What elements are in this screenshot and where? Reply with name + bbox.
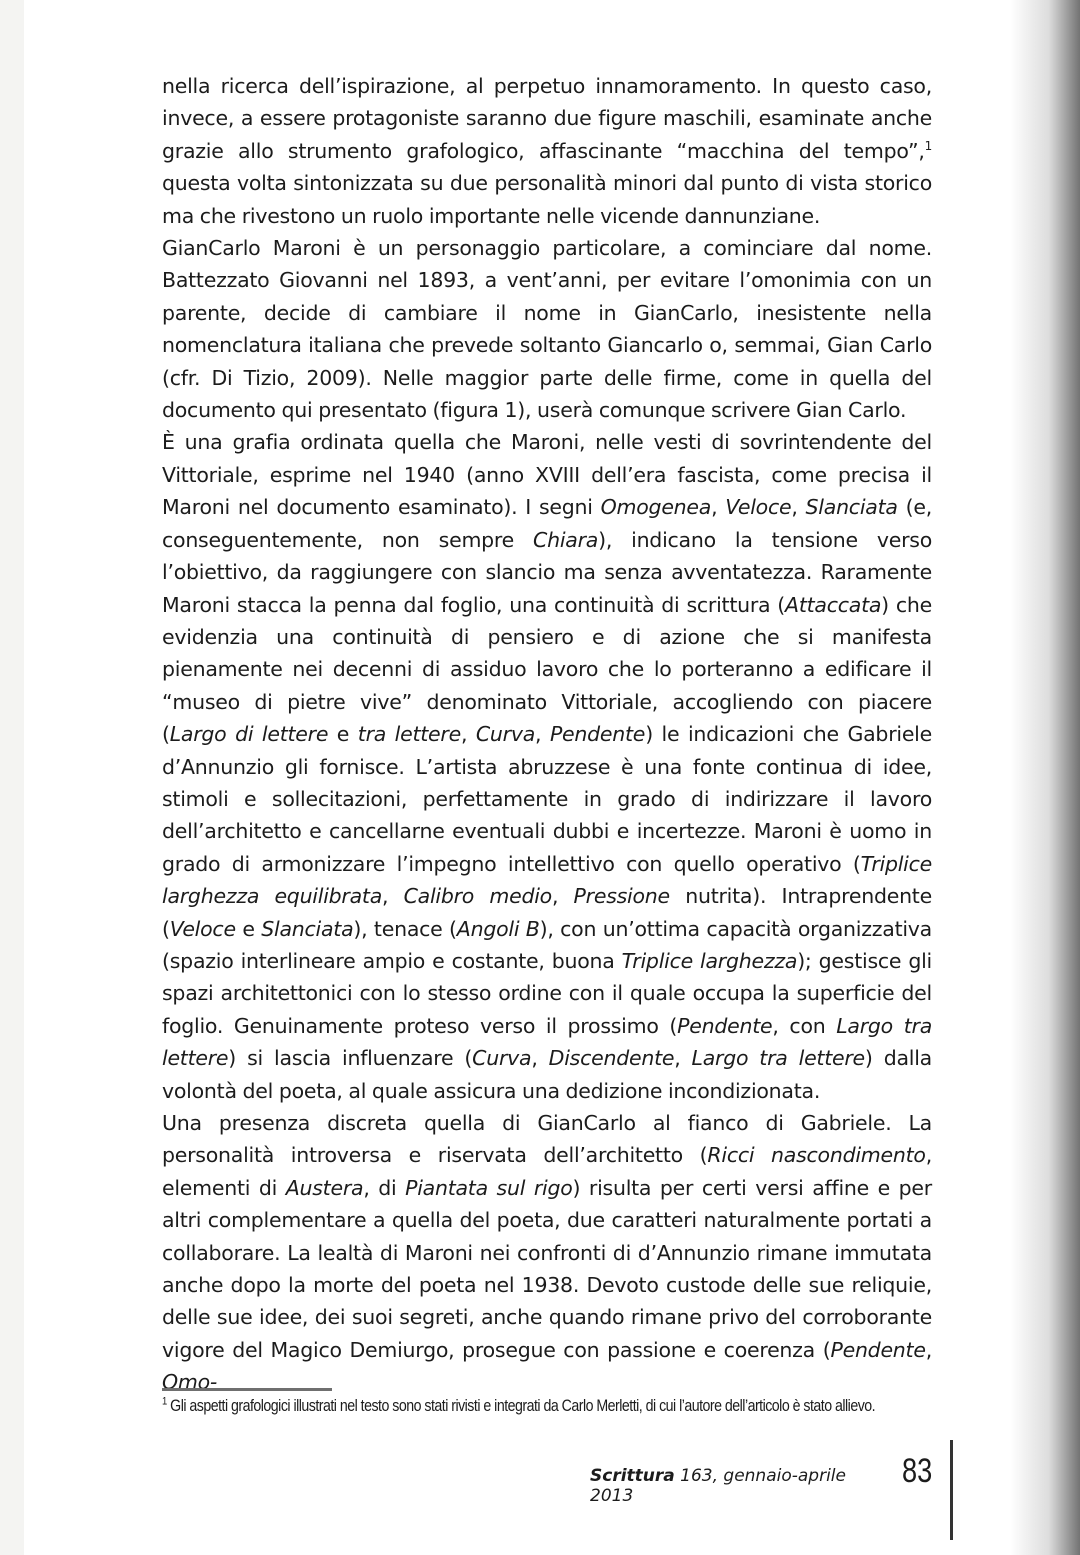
binding-gutter-shadow (1010, 0, 1080, 1555)
issue-info: 163, gennaio-aprile 2013 (590, 1466, 846, 1506)
page-number: 83 (902, 1452, 933, 1490)
footnote-reference: 1 (924, 138, 932, 153)
running-footer (590, 1466, 890, 1506)
article-body (162, 70, 932, 1399)
footnote-text: Gli aspetti grafologici illustrati nel testo sono stati rivisti e integrati da Carlo Merletti, di cui l’autore dell’articolo è stato allievo. (166, 1397, 876, 1415)
page-number-rule (950, 1440, 953, 1540)
paragraph-4: Una presenza discreta quella di GianCarlo al fianco di Gabriele. La personalità introversa e riservata dell’architetto (Ricci nascondimento, elementi di Austera, di Piantata sul rigo) risulta per certi versi affine e per altri complementare a quella del poeta, due caratteri naturalmente portati a collaborare. La lealtà di Maroni nei confronti di d’Annunzio rimane immutata anche dopo la morte del poeta nel 1938. Devoto custode delle sue reliquie, delle sue idee, dei suoi segreti, anche quando rimane privo del corroborante vigore del Magico Demiurgo, prosegue con passione e coerenza (Pendente, Omo- (162, 1111, 932, 1395)
paragraph-1: nella ricerca dell’ispirazione, al perpetuo innamoramento. In questo caso, invece, a essere protagoniste saranno due figure maschili, esaminate anche grazie allo strumento grafologico, affascinante “macchina del tempo”,$^1$ questa volta sintonizzata su due personalità minori dal punto di vista storico ma che rivestono un ruolo importante nelle vicende dannunziane. (162, 74, 932, 228)
paragraph-3: È una grafia ordinata quella che Maroni, nelle vesti di sovrintendente del Vittoriale, esprime nel 1940 (anno XVIII dell’era fascista, come precisa il Maroni nel documento esaminato). I segni Omogenea, Veloce, Slanciata (e, conseguentemente, non sempre Chiara), indicano la tensione verso l’obiettivo, da raggiungere con slancio ma senza avventatezza. Raramente Maroni stacca la penna dal foglio, una continuità di scrittura (Attaccata) che evidenzia una continuità di pensiero e di azione che si manifesta pienamente nei decenni di assiduo lavoro che lo porteranno a edificare il “museo di pietre vive” denominato Vittoriale, accogliendo con piacere (Largo di lettere e tra lettere, Curva, Pendente) le indicazioni che Gabriele d’Annunzio gli fornisce. L’artista abruzzese è una fonte continua di idee, stimoli e sollecitazioni, perfettamente in grado di indirizzare il lavoro dell’architetto e cancellarne eventuali dubbi e incertezze. Maroni è uomo in grado di armonizzare l’impegno intellettivo con quello operativo (Triplice larghezza equilibrata, Calibro medio, Pressione nutrita). Intraprendente (Veloce e Slanciata), tenace (Angoli B), con un’ottima capacità organizzativa (spazio interlineare ampio e costante, buona Triplice larghezza); gestisce gli spazi architettonici con lo stesso ordine con il quale occupa la superficie del foglio. Genuinamente proteso verso il prossimo (Pendente, con Largo tra lettere) si lascia influenzare (Curva, Discendente, Largo tra lettere) dalla volontà del poeta, al quale assicura una dedizione incondizionata. (162, 430, 933, 1103)
footnote (162, 1392, 932, 1420)
footnote-divider (162, 1388, 332, 1391)
paragraph-2: GianCarlo Maroni è un personaggio particolare, a cominciare dal nome. Battezzato Giovanni nel 1893, a vent’anni, per evitare l’omonimia con un parente, decide di cambiare il nome in GianCarlo, inesistente nella nomenclatura italiana che prevede soltanto Giancarlo o, semmai, Gian Carlo (cfr. Di Tizio, 2009). Nelle maggior parte delle firme, come in quella del documento qui presentato (figura 1), userà comunque scrivere Gian Carlo. (162, 236, 932, 423)
journal-title: Scrittura (590, 1466, 675, 1486)
footnote-number: 1 (162, 1395, 167, 1408)
